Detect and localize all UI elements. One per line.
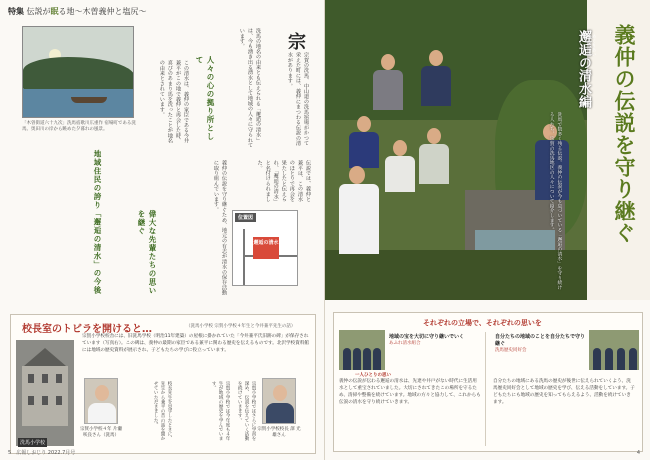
woodblock-print-image [22,26,134,118]
drop-initial: 宗 [288,32,306,53]
history-club-photo [589,330,639,370]
student-comment: 校長先生を見学したときに、先生から兼平の昔の話を聞かせていただきました。 [153,381,172,441]
feature-lead: 洗馬で数多く残る伝説。義仲の伝説が今も息づいている「邂逅の清水」を守り続ける人たち、宗賀の洗馬地区の人々について紹介します。 [548,112,562,290]
feature-title-part: 伝説が [26,7,51,16]
feature-tag: 特集 [8,7,24,16]
association-text: 義仲の伝説が伝わる邂逅の清水は、先達や井戸がない時代に生活用水として重宝されていました。大切にされてきたこの場所を守るため、清掃や整備を続けています。地域の方々と協力して、これからも伝説の清水を守り続けていきます。 [339,379,481,406]
subheading-2: 地域住民の誇り「邂逅の清水」の今後 [93,150,102,295]
association-name: あふれ清水組合 [389,341,421,346]
feature-header [8,6,147,17]
page-number-left: 5 広報しおじり 2022.7月号 [8,450,76,456]
student-name: 宗賀小学校４年 片瀬 咲良さん（洗馬） [80,427,122,438]
history-club-name: 洗馬歴史同好会 [495,348,527,353]
association-caption: 地域の宝を大切に守り継いでいく あふれ清水組合 [389,334,489,347]
page-number-right: 4 [636,450,640,456]
principal-comment: 宗賀小学校ではさらに学習を深め、伝説を伝えていく活動を続けていきます。 [237,381,256,441]
article-paragraph-3: この清水は、義仲の家臣である今井兼平がこの地で義仲と再会した時、喜びのあまり馬を洗ったことが地名の由来とされています。 [158,60,189,144]
right-page [325,0,650,460]
history-club-text: 自分たちの地域にある洗馬の歴史が後世に伝えられていくよう、洗馬歴史同好会として地域の歴史を学び、伝える活動をしています。子どもたちにも地域の歴史を知ってもらえるよう、活動を続けていきます。 [493,379,635,406]
principal-room-intro: 宗賀小学校校舎には、旧洗馬学校（明治11年建築）の屋根に掛かれていた「今井兼平氏旧跡の碑」が保存されています（写真右）。この碑は、義仲の最期の家臣である兼平に関わる歴史を伝えるものです。北沢学校資料館には地域の歴史資料が展示され、子どもたちの学びに役立っています。 [82,334,310,353]
principal-name: 宗賀小学校校長 澤 光雄さん [257,427,301,438]
subheading-3: 偉大な先輩たちの思いを継ぐ [137,210,157,295]
principal-room-subtitle: （洗馬小学校 宗賀小学校４年生と今井兼平先生の話） [186,324,296,329]
feature-main-title: 義仲の伝説を守り継ぐ [612,24,637,244]
location-map [232,210,298,286]
subtitle-ruby: めぐりあい [591,34,596,57]
map-spot-label: 邂逅の清水 [253,237,279,259]
feature-title-rest: る地〜木曽義仲と塩尻〜 [58,7,147,16]
voices-title: それぞれの立場で、それぞれの思いを [423,319,542,327]
article-paragraph-5: 義仲の伝説を守り継ぐため、地元の有志が清水の保存活動に取り組んでいます。 [212,160,227,296]
feature-title-keyword: 眠 [50,7,59,16]
principal-portrait [262,378,296,424]
article-paragraph-1: 宗賀の洗馬、中山道の洗馬宿場がかつて栄えた町には、義仲にまつわる伝説の清水があります。 [286,52,309,146]
school-caption: 洗馬小学校 [20,440,46,446]
section-divider [485,332,486,446]
principal-room-title: 校長室のトビラを開けると… [22,324,152,335]
school-building-image [16,340,74,446]
woodblock-caption: 「木曽街道六十九次」洗馬宿歌川広重作 宿場町である洗馬。奥田川の岸から眺めた夕暮れの風景。 [22,121,136,132]
article-paragraph-2: 洗馬の地名の由来とも伝えられる「邂逅の清水」は、今も湧き出る湧水として地域の人々に守られています。 [238,28,261,148]
article-paragraph-4: 伝説では、義仲と兼平は、この清水のほとりで再会を果たしたと伝えられ、「邂逅の清水」と名付けられました。 [256,160,311,205]
association-photo [339,330,385,370]
student-portrait [84,378,118,424]
history-club-caption: 自分たちの地域のことを自分たちで守り継ぐ 洗馬歴史同好会 [495,334,585,353]
feature-subtitle: 邂逅の清水編 [576,30,591,108]
map-label: 位置図 [235,213,256,222]
school-comment: 宗賀小学校では今年度も４年生が地域の歴史を学んでいます。 [211,381,230,441]
subheading-1: 人々の心の拠り所として [195,56,215,141]
voices-mini-label: 一人ひとりの思い [355,373,391,378]
